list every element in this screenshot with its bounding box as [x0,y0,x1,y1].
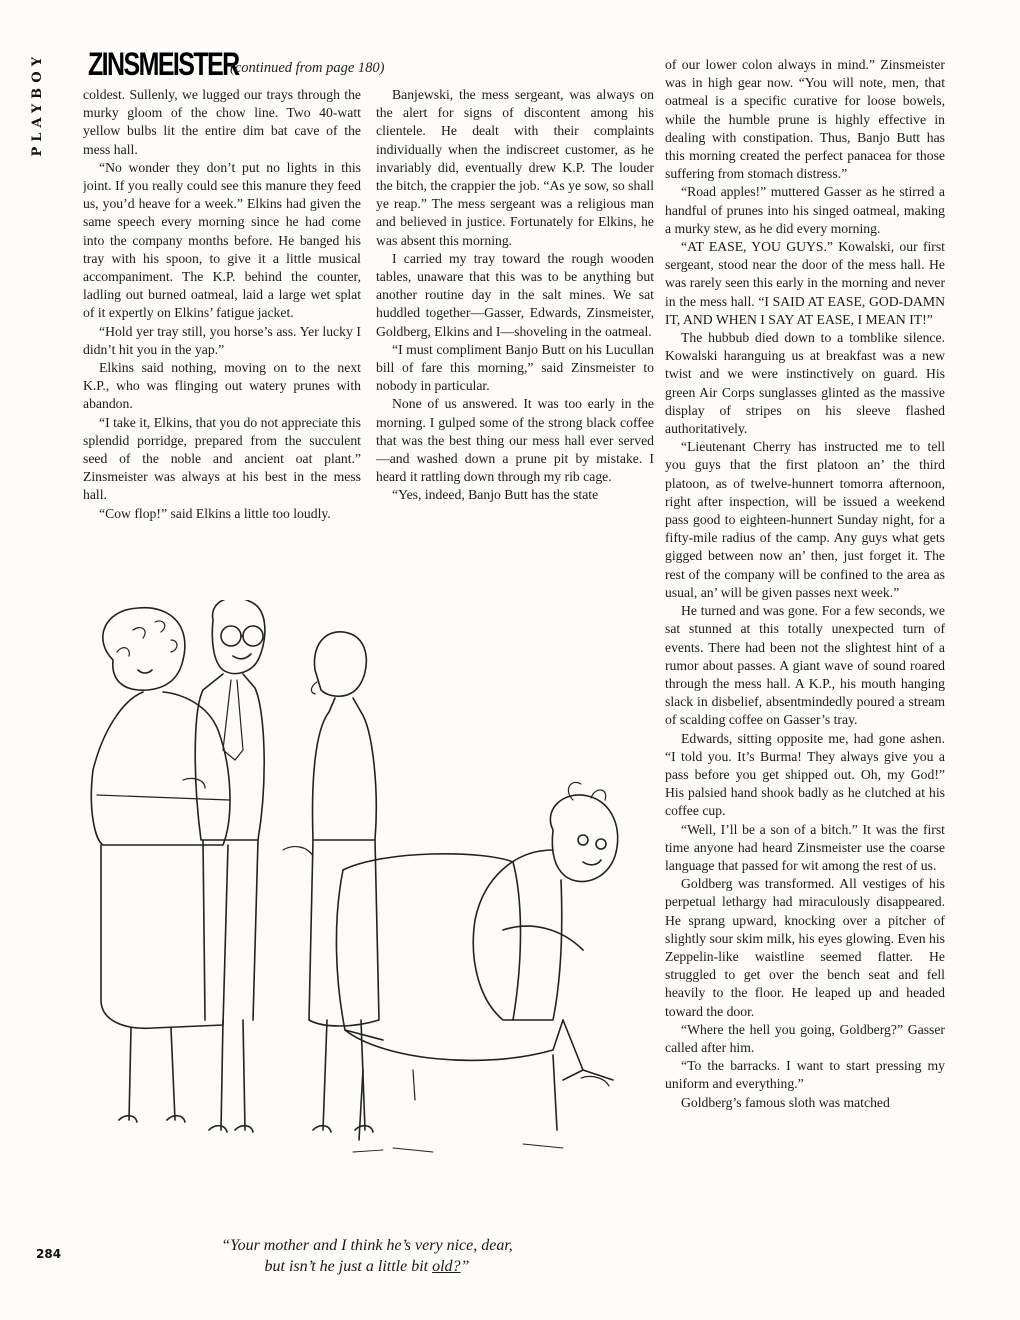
text-column-3 [665,56,945,1296]
text-column-1 [83,86,361,576]
paragraph: coldest. Sullenly, we lugged our trays through the murky gloom of the chow line. Two 40-watt yellow bulbs lit the entire dim bat cave of the mess hall. [83,87,361,157]
cartoon [83,600,651,1320]
caption-line-2-end: ” [460,1258,470,1275]
old-man-figure [473,782,617,1086]
paragraph: “To the barracks. I want to start pressing my uniform and everything.” [665,1058,945,1092]
text-column-2 [376,86,654,576]
armchair [336,854,563,1140]
paragraph: “No wonder they don’t put no lights in this joint. If you really could see this manure they feed us, you’d heave for a week.” Elkins had given the same speech every morning since he had come into the company months before. He banged his tray with his spoon, to give it a little musical accompaniment. The K.P. behind the counter, ladling out burned oatmeal, laid a large wet splat of it expertly on Elkins’ fatigue jacket. [83,159,361,321]
cartoon-illustration [83,600,651,1230]
paragraph: Edwards, sitting opposite me, had gone ashen. “I told you. It’s Burma! They always give you a pass before you get shipped out. Oh, my God!” His palsied hand shook badly as he clutched at his coffee cup. [665,730,945,819]
paragraph: “Hold yer tray still, you horse’s ass. Yer lucky I didn’t hit you in the yap.” [83,323,361,357]
paragraph: Goldberg was transformed. All vestiges of his perpetual lethargy had miraculously disappeared. He sprang upward, knocking over a pitcher of slightly sour skim milk, his eyes glowing. Even his Zeppelin-like waistline seemed flatter. He struggled to get over the bench seat and fell heavily to the floor. He leaped up and headed toward the door. [665,876,945,1019]
paragraph: Goldberg’s famous sloth was matched [681,1094,890,1110]
cartoon-caption [83,1235,651,1277]
daughter-figure [283,632,379,1132]
paragraph: He turned and was gone. For a few seconds, we sat stunned at this totally unexpected turn of events. There had been not the slightest hint of a rumor about passes. A giant wave of sound roared through the mess hall. A K.P., his mouth hanging slack in disbelief, absentmindedly poured a stream of scalding coffee on Gasser’s tray. [665,603,945,728]
caption-underlined-word: old? [432,1258,461,1275]
paragraph: I carried my tray toward the rough wooden tables, unaware that this was to be anything but another routine day in the salt mines. We sat huddled together—Gasser, Edwards, Zinsmeister, Goldberg, Elkins and I—shoveling in the oatmeal. [376,250,654,339]
paragraph: “Cow flop!” said Elkins a little too loudly. [99,505,331,521]
paragraph: “Road apples!” muttered Gasser as he stirred a handful of prunes into his singed oatmeal, making a murky stew, as he did every morning. [665,184,945,236]
magazine-side-label: PLAYBOY [30,52,45,157]
paragraph: Elkins said nothing, moving on to the next K.P., who was flinging out watery prunes with abandon. [83,360,361,412]
paragraph: “I must compliment Banjo Butt on his Lucullan bill of fare this morning,” said Zinsmeister to nobody in particular. [376,341,654,394]
paragraph: “I take it, Elkins, that you do not appreciate this splendid porridge, prepared from the succulent seed of the noble and ancient oat plant.” Zinsmeister was always at his best in the mess hall. [83,414,361,503]
paragraph: “AT EASE, YOU GUYS.” Kowalski, our first sergeant, stood near the door of the mess hall. He was rarely seen this early in the morning and never in the mess hall. “I SAID AT EASE, GOD-DAMN IT, AND WHEN I SAY AT EASE, I MEAN IT!” [665,239,945,327]
paragraph: “Well, I’ll be a son of a bitch.” It was the first time anyone had heard Zinsmeister use the coarse language that passed for wit among the rest of us. [665,821,945,873]
paragraph: of our lower colon always in mind.” Zinsmeister was in high gear now. “You will note, men, that oatmeal is a specific curative for loose bowels, while the humble prune is highly effective in dealing with constipation. Thus, Banjo Butt has this morning created the perfect panacea for those suffering from stomach distress.” [665,57,945,182]
paragraph: “Yes, indeed, Banjo Butt has the state [392,487,599,503]
paragraph: None of us answered. It was too early in the morning. I gulped some of the strong black coffee that was the best thing our mess hall ever served—and washed down a prune pit by mistake. I heard it rattling down through my rib cage. [376,396,654,485]
caption-line-2-start: but isn’t he just a little bit [264,1258,433,1275]
article-title: ZINSMEISTER [88,46,239,82]
paragraph: “Lieutenant Cherry has instructed me to tell you guys that the first platoon an’ the third platoon, as of twelve-hunnert tomorra afternoon, right after inspection, will be issued a weekend pass good to eighteen-hunnert Sunday night, for a fifty-mile radius of the camp. Any guys what gets gigged between now an’ then, just forget it. The rest of the company will be confined to the area as usual, an’ will be given passes next week.” [665,439,945,600]
continued-note: (continued from page 180) [230,60,385,76]
paragraph: “Where the hell you going, Goldberg?” Gasser called after him. [665,1021,945,1055]
paragraph: The hubbub died down to a tomblike silence. Kowalski haranguing us at breakfast was a new twist and we were instinctively on guard. His green Air Corps sunglasses glinted as the massive display of stripes on his sleeve flashed authoritatively. [665,330,945,437]
father-figure [195,600,265,1132]
floor-lines [353,1144,563,1152]
caption-line-1: “Your mother and I think he’s very nice, dear, [221,1237,513,1254]
page-number: 284 [36,1247,62,1261]
paragraph: Banjewski, the mess sergeant, was always on the alert for signs of discontent among his clientele. He dealt with their complaints individually when the indiscreet customer, as he invariably did, eventually drew K.P. The louder the bitch, the crappier the job. “As ye sow, so shall ye reap.” The mess sergeant was a religious man and believed in justice. Fortunately for Elkins, he was absent this morning. [376,87,654,248]
article-header [88,46,648,86]
